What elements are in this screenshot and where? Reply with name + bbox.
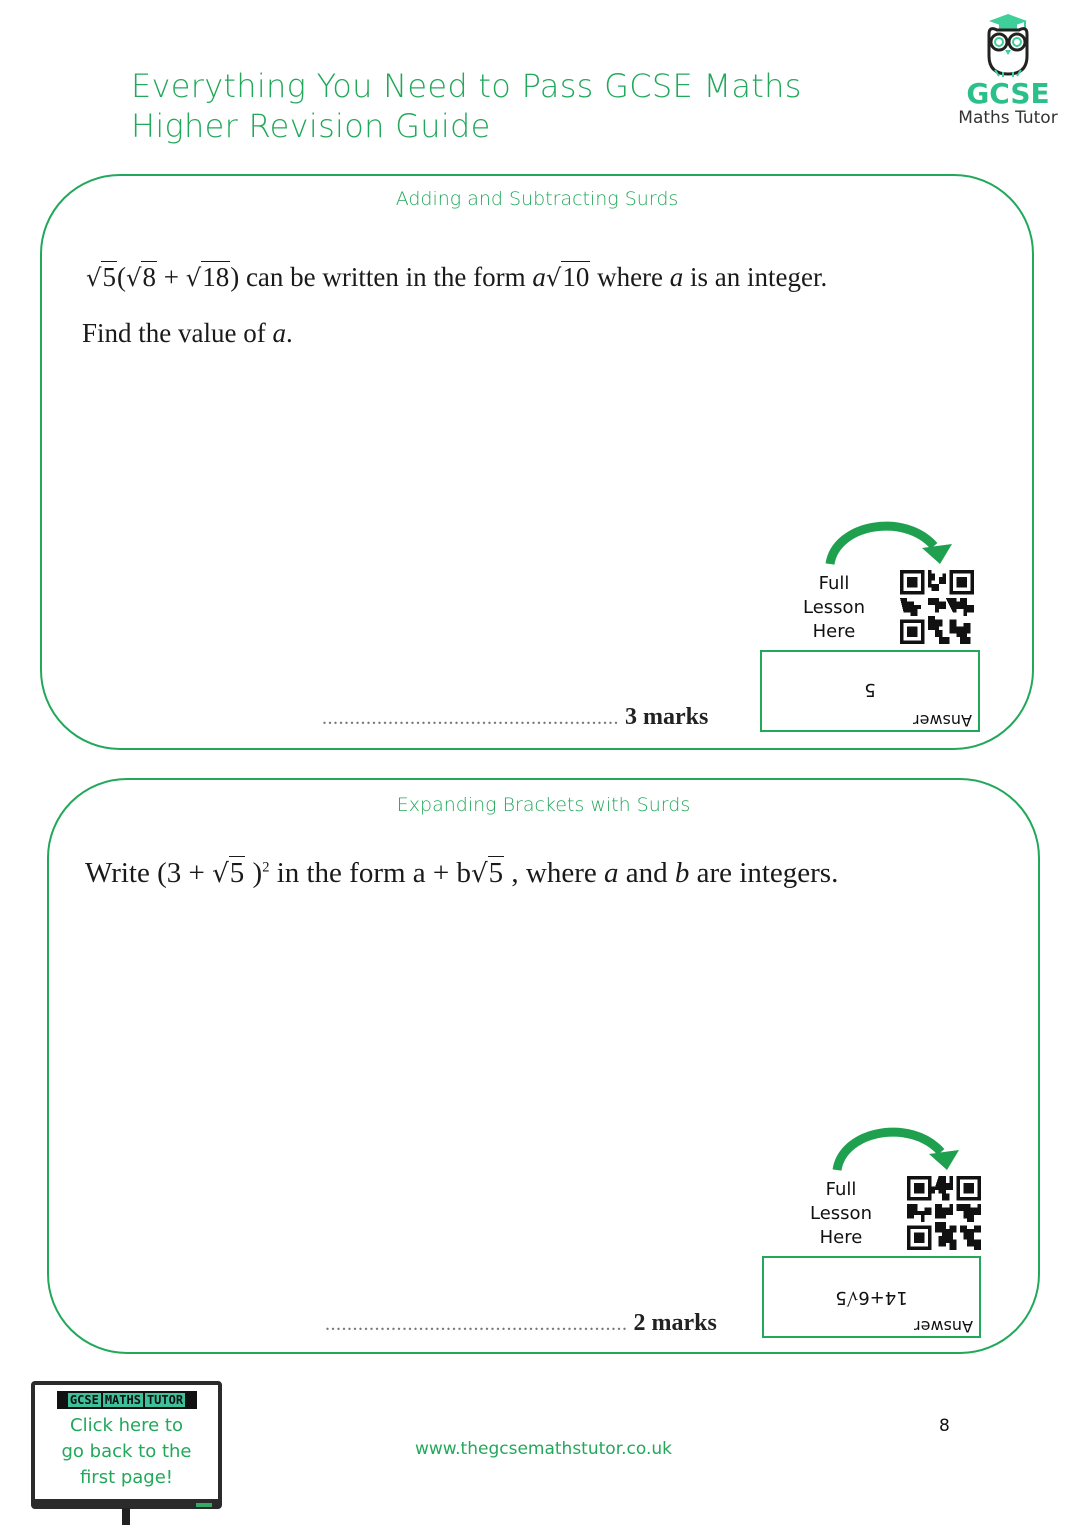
answer-label: Answer xyxy=(913,711,972,730)
answer-box xyxy=(760,650,980,732)
owl-graduate-icon xyxy=(981,12,1035,78)
full-lesson-label: Full Lesson Here xyxy=(803,573,865,642)
back-to-first-page-button[interactable] xyxy=(31,1381,222,1509)
card-topic: Adding and Subtracting Surds xyxy=(395,188,679,210)
full-lesson-label: Full Lesson Here xyxy=(810,1179,872,1248)
gcse-maths-tutor-logo xyxy=(948,12,1068,137)
question-text: Write (3 + √5 )$^2$ in the form a + b√5 , where a and b are integers. xyxy=(85,857,839,889)
question-instruction: Find the value of a. xyxy=(82,318,293,348)
website-link[interactable]: www.thegcsemathstutor.co.uk xyxy=(415,1439,672,1459)
answer-value: 5 xyxy=(864,679,876,700)
page-title-line1: Everything You Need to Pass GCSE Maths xyxy=(131,67,802,105)
page-title-line2: Higher Revision Guide xyxy=(131,107,491,145)
back-button-brand: GCSE MATHS TUTOR xyxy=(57,1391,197,1409)
qr-code-icon[interactable] xyxy=(900,570,974,644)
logo-subtitle: Maths Tutor xyxy=(958,108,1058,128)
question-card-adding-subtracting-surds xyxy=(40,174,1034,750)
page-number: 8 xyxy=(939,1416,950,1436)
marks-label: 3 marks xyxy=(625,704,709,730)
logo-brand: GCSE xyxy=(966,77,1050,110)
question-expression: √5(√8 + √18) xyxy=(86,262,240,292)
answer-value: 14+6√5 xyxy=(835,1287,908,1308)
answer-box xyxy=(762,1256,981,1338)
qr-code-icon[interactable] xyxy=(907,1176,981,1250)
card-topic: Expanding Brackets with Surds xyxy=(396,794,691,816)
monitor-stand-icon xyxy=(122,1508,130,1525)
page-title xyxy=(131,66,802,146)
question-text: √5(√8 + √18) can be written in the form a√10 where a is an integer. xyxy=(86,262,828,292)
curved-arrow-icon xyxy=(822,518,962,568)
back-button-label: Click here to go back to the first page! xyxy=(61,1415,192,1488)
curved-arrow-icon xyxy=(829,1124,969,1174)
monitor-led-icon xyxy=(196,1503,212,1507)
question-card-expanding-brackets-surds xyxy=(47,778,1040,1354)
answer-line: ....................................................... 2 marks xyxy=(325,1310,717,1336)
answer-line: ...................................................... 3 marks xyxy=(322,704,709,730)
marks-label: 2 marks xyxy=(633,1310,717,1336)
answer-label: Answer xyxy=(914,1317,973,1336)
